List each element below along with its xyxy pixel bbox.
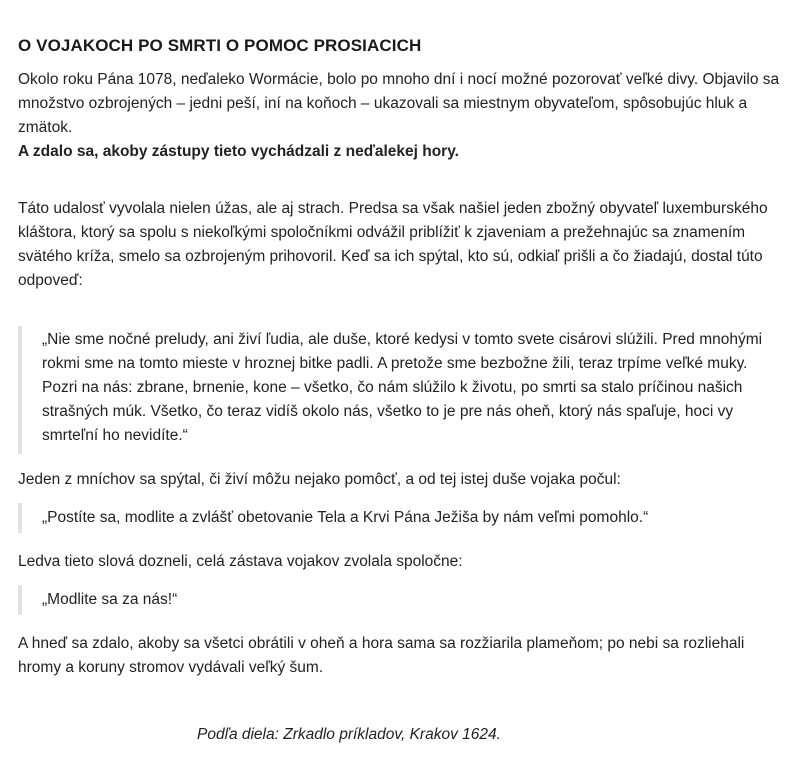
paragraph-intro	[18, 68, 782, 164]
paragraph-monk: Jeden z mníchov sa spýtal, či živí môžu nejako pomôcť, a od tej istej duše vojaka počul:	[18, 471, 621, 488]
quote-pray-for-us: „Modlite sa za nás!“	[18, 585, 782, 615]
source-citation: Podľa diela: Zrkadlo príkladov, Krakov 1624.	[197, 726, 501, 743]
paragraph-army: Ledva tieto slová dozneli, celá zástava vojakov zvolala spoločne:	[18, 553, 463, 570]
quote-prayer-advice: „Postíte sa, modlite a zvlášť obetovanie Tela a Krvi Pána Ježiša by nám veľmi pomohlo.“	[18, 503, 782, 533]
quote-souls: „Nie sme nočné preludy, ani živí ľudia, ale duše, ktoré kedysi v tomto svete cisárovi slúžili. Pred mnohými rokmi sme na tomto mieste v hroznej bitke padli. A pretože sme bezbožne žili, teraz trpíme veľké muky. Pozri na nás: zbrane, brnenie, kone – všetko, čo nám slúžilo k životu, po smrti sa stalo príčinou našich strašných múk. Všetko, čo teraz vidíš okolo nás, všetko to je pre nás oheň, ktorý nás spaľuje, hoci vy smrteľní ho nevidíte.“	[18, 326, 782, 454]
paragraph-intro-text: Okolo roku Pána 1078, neďaleko Wormácie, bolo po mnoho dní i nocí možné pozorovať veľké divy. Objavilo sa množstvo ozbrojených – jedni peší, iní na koňoch – ukazovali sa miestnym obyvateľom, spôsobujúc hluk a zmätok.	[18, 71, 780, 136]
paragraph-ending: A hneď sa zdalo, akoby sa všetci obrátili v oheň a hora sama sa rozžiarila plameňom; po nebi sa rozliehali hromy a koruny stromov vydávali veľký šum.	[18, 635, 745, 676]
article-title: O VOJAKOCH PO SMRTI O POMOC PROSIACICH	[18, 36, 422, 55]
paragraph-intro-bold: A zdalo sa, akoby zástupy tieto vychádzali z neďalekej hory.	[18, 143, 459, 160]
paragraph-event: Táto udalosť vyvolala nielen úžas, ale aj strach. Predsa sa však našiel jeden zbožný obyvateľ luxemburského kláštora, ktorý sa spolu s niekoľkými spoločníkmi odvážil priblížiť k zjaveniam a prežehnajúc sa znamením svätého kríža, smelo sa ozbrojeným prihovoril. Keď sa ich spýtal, kto sú, odkiaľ prišli a čo žiadajú, dostal túto odpoveď:	[18, 200, 768, 289]
